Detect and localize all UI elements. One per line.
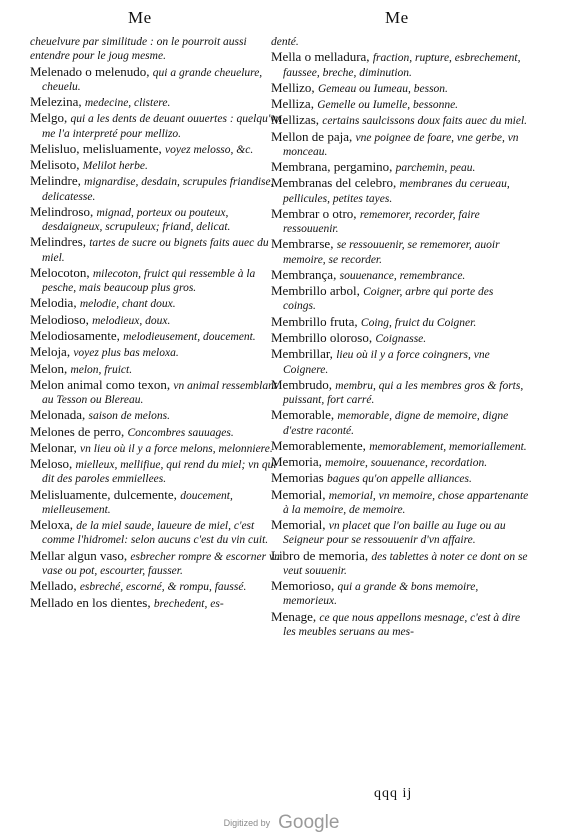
headword: Melisluo, melisluamente, xyxy=(30,140,166,156)
headword: Memorial, xyxy=(271,517,329,533)
headword: Libro de memoria, xyxy=(271,547,372,563)
definition: qui a les dents de deuant ouuertes : quelqu'vn me l'a interpreté pour mellizo. xyxy=(42,113,282,140)
dictionary-entry xyxy=(271,378,529,407)
definition: medecine, clistere. xyxy=(84,97,171,109)
dictionary-entry xyxy=(30,518,288,547)
definition: membru, qui a les membres gros & forts, puissant, fort carré. xyxy=(283,379,524,407)
headword: Meloxa, xyxy=(30,517,77,533)
headword: Memorioso, xyxy=(271,578,338,594)
dictionary-entry xyxy=(30,235,288,264)
dictionary-entry xyxy=(30,579,288,594)
headword: Menage, xyxy=(271,608,320,624)
definition: melodieux, doux. xyxy=(92,314,171,327)
header-left: Me xyxy=(128,8,152,27)
dictionary-entry xyxy=(30,95,288,110)
definition: Concombres sauuages. xyxy=(127,426,234,439)
headword: Meloja, xyxy=(30,344,74,360)
definition: mielleux, mellifiue, qui rend du miel; vn qui dit des paroles emmiellees. xyxy=(42,459,277,486)
dictionary-entry xyxy=(30,65,288,94)
dictionary-entry xyxy=(30,425,288,440)
dictionary-entry xyxy=(271,237,529,266)
dictionary-entry xyxy=(271,455,529,470)
definition: Coignasse. xyxy=(375,333,427,346)
dictionary-entry xyxy=(30,362,288,377)
headword: Melonada, xyxy=(30,407,89,423)
definition: parchemin, peau. xyxy=(395,162,476,175)
dictionary-entry xyxy=(271,408,529,437)
definition: voyez melosso, &c. xyxy=(165,143,254,156)
dictionary-entry xyxy=(30,158,288,173)
dictionary-entry xyxy=(30,457,288,486)
headword: Melones de perro, xyxy=(30,423,128,439)
definition: certains saulcissons doux faits auec du miel. xyxy=(322,115,528,128)
dictionary-entry xyxy=(271,518,529,547)
headword: Melisluamente, dulcemente, xyxy=(30,486,181,502)
headword: Membrarse, xyxy=(271,236,337,252)
dictionary-entry xyxy=(271,488,529,517)
headword: Mella o melladura, xyxy=(271,49,373,65)
definition: Gemelle ou Iumelle, bessonne. xyxy=(317,99,459,112)
dictionary-entry xyxy=(30,378,288,407)
dictionary-entry xyxy=(271,315,529,330)
headword: Melon, xyxy=(30,360,71,376)
headword: Mellar algun vaso, xyxy=(30,547,131,563)
definition: memorable, digne de memoire, digne d'estre raconté. xyxy=(283,410,509,437)
dictionary-entry xyxy=(271,579,529,608)
right-column xyxy=(271,34,529,640)
dictionary-entry xyxy=(271,347,529,376)
headword: Memorablemente, xyxy=(271,437,370,453)
definition: esbrecher rompre & escorner vn vase ou pot, escourter, fausser. xyxy=(42,550,280,577)
dictionary-entry xyxy=(271,34,529,49)
headword: Mellizo, xyxy=(271,79,318,95)
dictionary-entry xyxy=(30,549,288,578)
definition: melodieusement, doucement. xyxy=(123,330,256,343)
definition: des tablettes à noter ce dont on se veut souuenir. xyxy=(283,550,528,577)
headword: Melindre, xyxy=(30,173,85,189)
running-header xyxy=(0,8,563,32)
dictionary-entry xyxy=(30,408,288,423)
headword: Melenado o melenudo, xyxy=(30,63,153,79)
definition: melodie, chant doux. xyxy=(79,298,176,311)
definition: mignad, porteux ou pouteux, desdaigneux, scrupuleux; friand, delicat. xyxy=(42,206,231,234)
dictionary-entry xyxy=(271,130,529,159)
dictionary-entry xyxy=(271,471,529,486)
dictionary-entry xyxy=(271,50,529,79)
definition: vne poignee de foare, vne gerbe, vn monceau. xyxy=(283,131,519,158)
catchword: qqq ij xyxy=(374,786,413,801)
headword: Membrillo arbol, xyxy=(271,283,364,299)
definition: souuenance, remembrance. xyxy=(339,269,466,282)
dictionary-entry xyxy=(271,81,529,96)
dictionary-entry xyxy=(271,160,529,175)
definition: ce que nous appellons mesnage, c'est à dire les meubles seruans au mes- xyxy=(283,611,521,638)
definition: voyez plus bas meloxa. xyxy=(73,347,179,360)
headword: Memorias xyxy=(271,470,327,486)
definition: rememorer, recorder, faire ressouuenir. xyxy=(283,208,480,236)
headword: Melodia, xyxy=(30,295,80,311)
headword: Mellizas, xyxy=(271,112,323,128)
dictionary-entry xyxy=(30,596,288,611)
headword: Membrillo oloroso, xyxy=(271,330,376,346)
definition: vn animal ressemblant au Tesson ou Blereau. xyxy=(42,379,278,407)
definition: Coing, fruict du Coigner. xyxy=(360,316,477,329)
dictionary-entry xyxy=(271,113,529,128)
dictionary-entry xyxy=(30,205,288,234)
definition: qui a grande & bons memoire, memorieux. xyxy=(283,581,479,608)
dictionary-entry xyxy=(30,488,288,517)
dictionary-entry xyxy=(271,610,529,639)
dictionary-entry xyxy=(271,176,529,205)
dictionary-entry xyxy=(271,331,529,346)
definition: membranes du cerueau, pellicules, petites tayes. xyxy=(283,178,510,205)
headword: Membrança, xyxy=(271,266,340,282)
headword: Membrillo fruta, xyxy=(271,313,361,329)
dictionary-entry xyxy=(271,549,529,578)
definition: denté. xyxy=(271,36,299,48)
headword: Melgo, xyxy=(30,110,71,126)
headword: Melezina, xyxy=(30,94,85,109)
definition: milecoton, fruict qui ressemble à la pesche, mais beaucoup plus gros. xyxy=(42,267,256,295)
headword: Melonar, xyxy=(30,439,81,455)
headword: Membrillar, xyxy=(271,346,337,362)
definition: vn placet que l'on baille au Iuge ou au Seigneur pour se ressouuenir d'vn affaire. xyxy=(283,520,506,547)
definition: cheuelvure par similitude : on le pourroit aussi entendre pour le joug mesme. xyxy=(30,36,247,63)
dictionary-entry xyxy=(271,284,529,313)
headword: Melisoto, xyxy=(30,157,83,173)
headword: Melindroso, xyxy=(30,203,97,219)
headword: Membrudo, xyxy=(271,376,336,392)
definition: fraction, rupture, esbrechement, faussee, breche, diminution. xyxy=(283,52,521,79)
definition: bagues qu'on appelle alliances. xyxy=(326,473,472,486)
headword: Memoria, xyxy=(271,454,326,470)
dictionary-entry xyxy=(30,441,288,456)
definition: saison de melons. xyxy=(88,410,170,423)
digitized-by-label: Digitized by xyxy=(223,818,271,828)
footer xyxy=(0,812,563,834)
headword: Mellado en los dientes, xyxy=(30,594,154,610)
definition: lieu où il y a force coingners, vne Coignere. xyxy=(283,349,490,376)
headword: Melocoton, xyxy=(30,264,93,280)
header-right: Me xyxy=(385,8,409,27)
headword: Membranas del celebro, xyxy=(271,175,400,191)
definition: Melilot herbe. xyxy=(82,160,148,173)
dictionary-entry xyxy=(30,329,288,344)
dictionary-entry xyxy=(30,345,288,360)
dictionary-entry xyxy=(30,313,288,328)
definition: memorial, vn memoire, chose appartenante à la memoire, de memoire. xyxy=(283,489,529,516)
google-logo: Google xyxy=(278,812,340,833)
definition: Gemeau ou Iumeau, besson. xyxy=(317,82,448,95)
headword: Melon animal como texon, xyxy=(30,376,174,392)
definition: memorablement, memoriallement. xyxy=(369,440,527,453)
dictionary-entry xyxy=(30,111,288,140)
headword: Memorable, xyxy=(271,407,338,423)
headword: Meloso, xyxy=(30,456,76,472)
dictionary-entry xyxy=(30,142,288,157)
dictionary-entry xyxy=(271,97,529,112)
definition: brechedent, es- xyxy=(153,597,224,610)
headword: Membrana, pergamino, xyxy=(271,159,396,175)
definition: esbreché, escorné, & rompu, faussé. xyxy=(79,581,247,594)
definition: doucement, mielleusement. xyxy=(42,489,233,516)
definition: vn lieu où il y a force melons, melonniere. xyxy=(80,442,273,455)
definition: se ressouuenir, se rememorer, auoir memoire, se recorder. xyxy=(283,239,500,266)
dictionary-entry xyxy=(271,439,529,454)
dictionary-entry xyxy=(30,266,288,295)
headword: Melodiosamente, xyxy=(30,327,124,343)
definition: de la miel saude, laueure de miel, c'est comme l'hidromel: selon aucuns c'est du vin cuit. xyxy=(42,520,269,547)
headword: Melliza, xyxy=(271,96,318,112)
definition: memoire, souuenance, recordation. xyxy=(325,457,488,470)
headword: Melodioso, xyxy=(30,311,93,327)
headword: Mellon de paja, xyxy=(271,128,356,144)
dictionary-entry xyxy=(30,34,288,63)
definition: Coigner, arbre qui porte des coings. xyxy=(283,286,494,313)
left-column xyxy=(30,34,288,612)
dictionary-entry xyxy=(271,207,529,236)
dictionary-entry xyxy=(30,296,288,311)
headword: Melindres, xyxy=(30,234,90,250)
definition: melon, fruict. xyxy=(70,363,133,376)
definition: tartes de sucre ou bignets faits auec du miel. xyxy=(42,237,269,264)
definition: mignardise, desdain, scrupules friandise, delicatesse. xyxy=(42,176,274,203)
definition: qui a grande cheuelure, cheuelu. xyxy=(42,66,263,93)
headword: Membrar o otro, xyxy=(271,205,360,221)
headword: Mellado, xyxy=(30,578,80,594)
headword: Memorial, xyxy=(271,486,329,502)
dictionary-entry xyxy=(271,268,529,283)
dictionary-entry xyxy=(30,174,288,203)
